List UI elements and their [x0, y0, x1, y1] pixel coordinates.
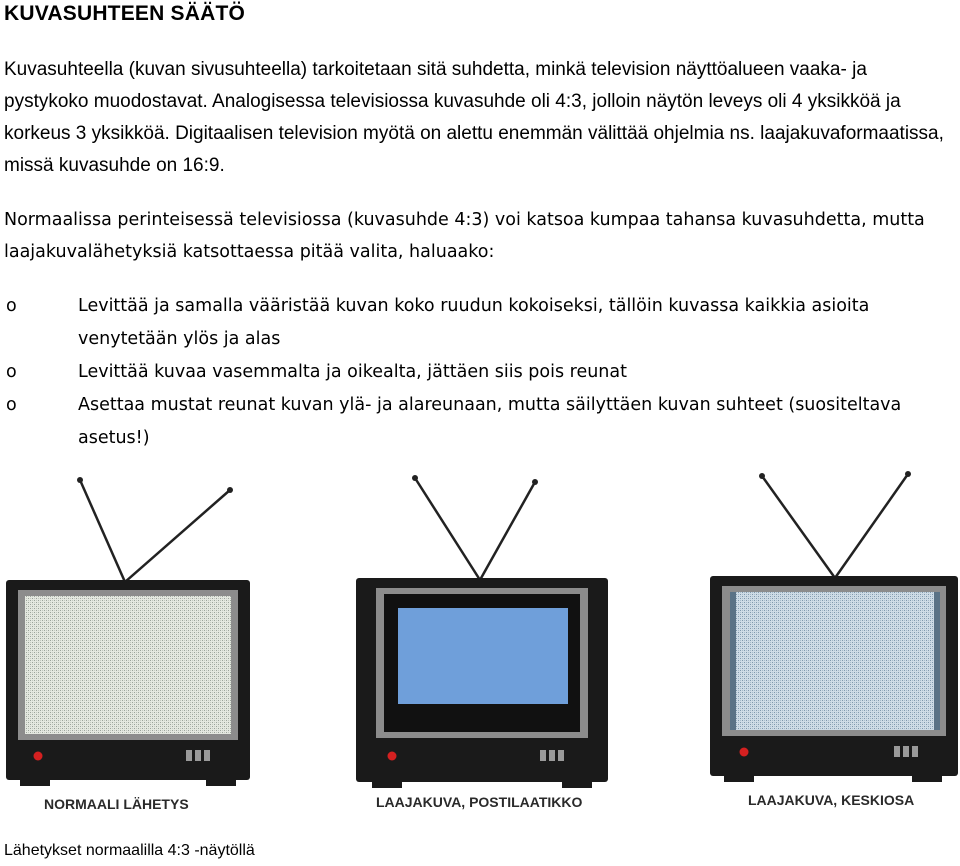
page-title: KUVASUHTEEN SÄÄTÖ — [4, 2, 246, 25]
tv-label-letterbox: LAAJAKUVA, POSTILAATIKKO — [376, 794, 583, 810]
options-paragraph: Normaalissa perinteisessä televisiossa (kuvasuhde 4:3) voi katsoa kumpaa tahansa kuvasuhdetta, mutta laajakuvalähetyksiä katsottaessa pitää valita, haluaako: — [4, 210, 925, 262]
bullet-marker: o — [6, 296, 17, 316]
list-item — [4, 389, 959, 455]
list-item-text: Levittää ja samalla vääristää kuvan koko ruudun kokoiseksi, tällöin kuvassa kaikkia asioita venytetään ylös ja alas — [78, 296, 870, 349]
tv-label-normal: NORMAALI LÄHETYS — [44, 796, 189, 812]
tv-label-center: LAAJAKUVA, KESKIOSA — [748, 792, 915, 808]
tv-center — [710, 471, 958, 782]
options-list — [4, 290, 959, 455]
bullet-marker: o — [6, 395, 17, 415]
list-item — [4, 290, 959, 356]
power-led-icon — [740, 748, 749, 757]
list-item-text: Levittää kuvaa vasemmalta ja oikealta, jättäen siis pois reunat — [78, 362, 627, 382]
power-led-icon — [388, 752, 397, 761]
power-led-icon — [34, 752, 43, 761]
tv-letterbox — [356, 475, 608, 788]
intro-paragraph: Kuvasuhteella (kuvan sivusuhteella) tarkoitetaan sitä suhdetta, minkä television näyttöalueen vaaka- ja pystykoko muodostavat. Analogisessa televisiossa kuvasuhde oli 4:3, jolloin näytön leveys oli 4 yksikköä ja korkeus 3 yksikköä. Digitaalisen television myötä on alettu enemmän välittää ohjelmia ns. laajakuvaformaatissa, missä kuvasuhde on 16:9. — [4, 59, 944, 176]
figure-caption: Lähetykset normaalilla 4:3 -näytöllä — [4, 842, 255, 859]
list-item-text: Asettaa mustat reunat kuvan ylä- ja alareunaan, mutta säilyttäen kuvan suhteet (suositeltava asetus!) — [78, 395, 902, 448]
bullet-marker: o — [6, 362, 17, 382]
tv-illustrations — [0, 470, 960, 820]
list-item — [4, 356, 959, 389]
tv-normal — [6, 477, 250, 786]
